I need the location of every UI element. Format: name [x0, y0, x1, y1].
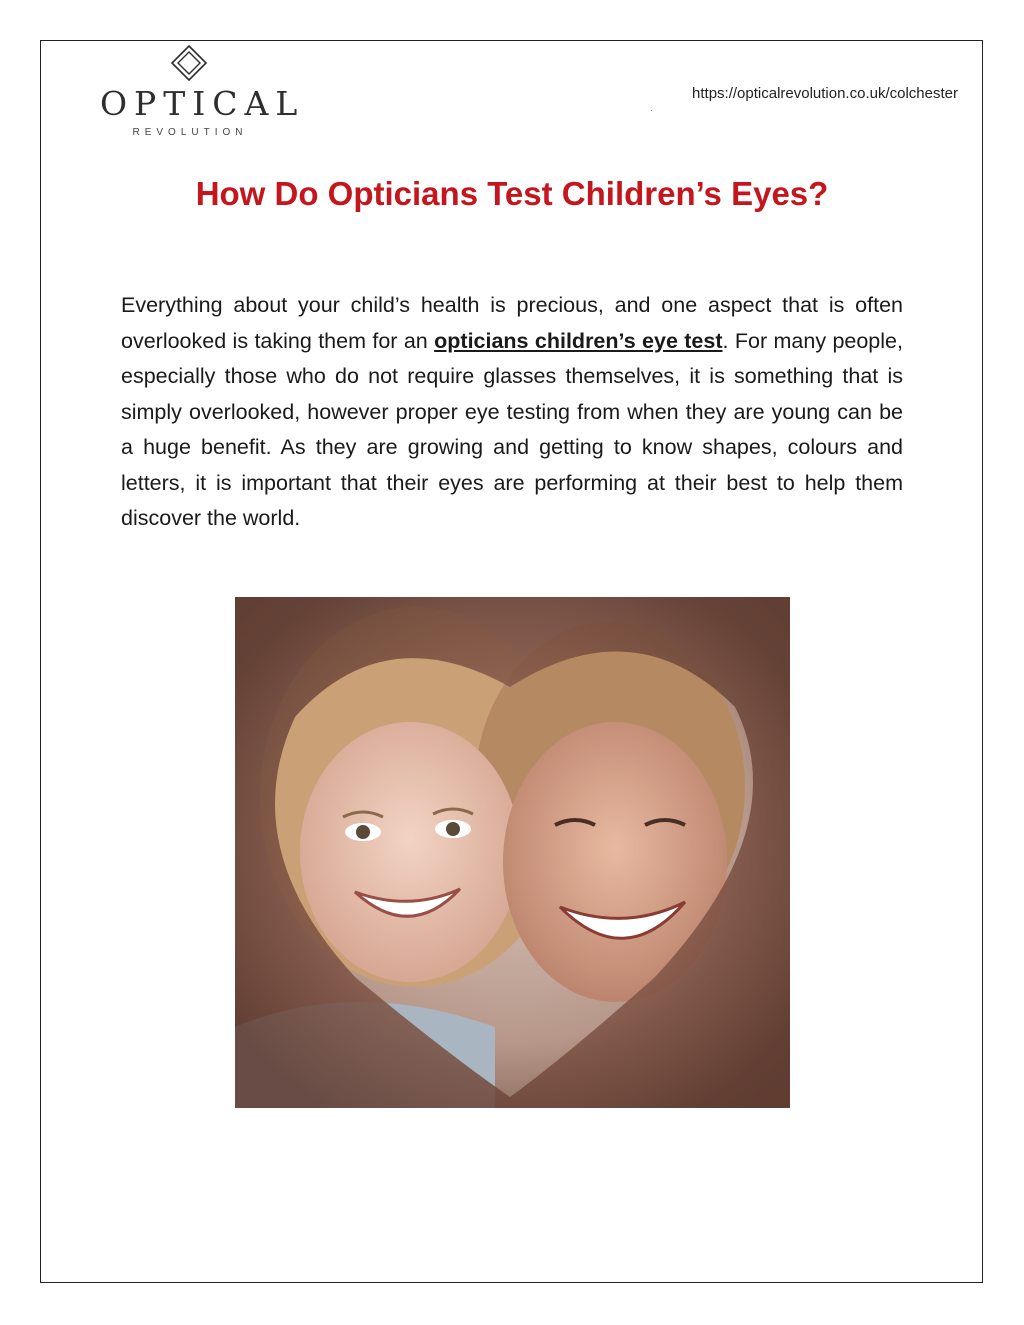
page-title: How Do Opticians Test Children’s Eyes? [195, 175, 829, 212]
url-mark: · [650, 106, 653, 115]
diamond-eye-icon [170, 44, 208, 82]
brand-logo[interactable] [100, 44, 305, 144]
logo-wordmark: OPTICAL [100, 84, 305, 123]
site-url[interactable]: https://opticalrevolution.co.uk/colchester [692, 85, 958, 102]
article-photo [235, 597, 790, 1108]
intro-text-after-link: . For many people, especially those who do not require glasses themselves, it is something that is simply overlooked, however proper eye testing from when they are young can be a huge benefit. As they are growing and getting to know shapes, colours and letters, it is important that their eyes are performing at their best to help them discover the world. [121, 328, 903, 530]
intro-text-before-link: Everything about your child’s health is precious, and one aspect that is often overlooked is taking them for an [121, 293, 903, 353]
logo-subtitle: REVOLUTION [132, 127, 248, 138]
intro-paragraph [121, 288, 903, 537]
eye-test-link[interactable]: opticians children’s eye test [434, 328, 723, 353]
photo-illustration [235, 597, 790, 1108]
